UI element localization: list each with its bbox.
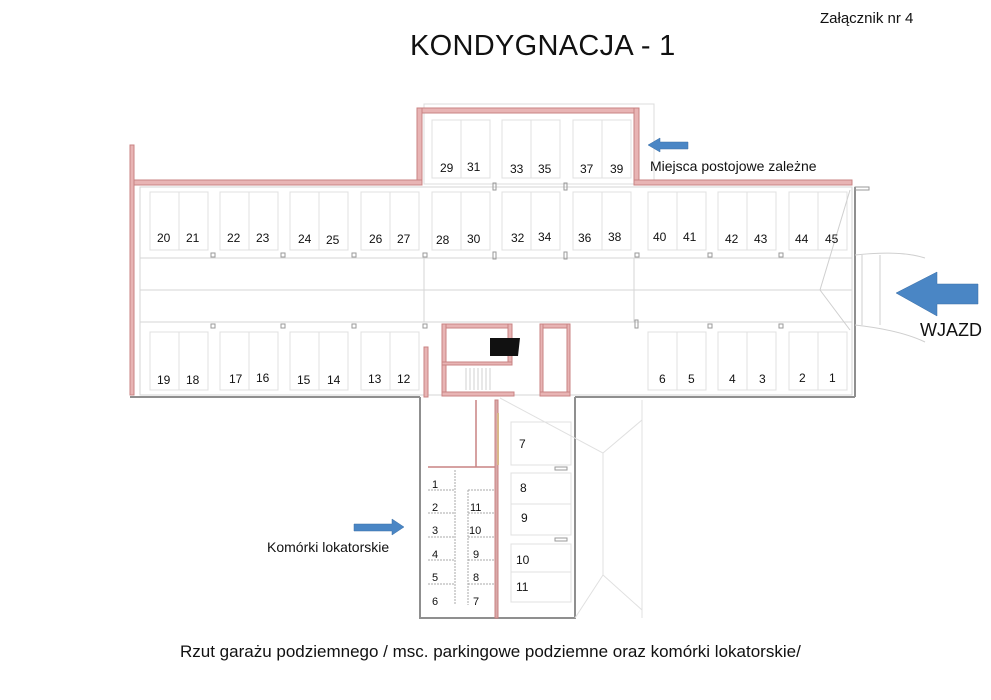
svg-text:33: 33 <box>510 162 524 176</box>
svg-text:45: 45 <box>825 232 839 246</box>
svg-text:38: 38 <box>608 230 622 244</box>
svg-text:5: 5 <box>688 372 695 386</box>
svg-text:27: 27 <box>397 232 411 246</box>
svg-text:11: 11 <box>470 502 482 514</box>
svg-text:12: 12 <box>397 372 411 386</box>
svg-text:2: 2 <box>799 371 806 385</box>
svg-text:41: 41 <box>683 230 697 244</box>
svg-text:22: 22 <box>227 231 241 245</box>
svg-text:15: 15 <box>297 373 311 387</box>
svg-text:39: 39 <box>610 162 624 176</box>
svg-text:11: 11 <box>516 580 529 594</box>
svg-text:6: 6 <box>432 596 439 608</box>
svg-text:1: 1 <box>432 479 439 491</box>
parking-upper-row <box>157 230 839 247</box>
svg-text:28: 28 <box>436 233 450 247</box>
svg-text:25: 25 <box>326 233 340 247</box>
svg-text:3: 3 <box>759 372 766 386</box>
storage-right-column <box>469 502 481 608</box>
svg-text:17: 17 <box>229 372 243 386</box>
svg-text:3: 3 <box>432 525 439 537</box>
entrance-label: WJAZD <box>920 320 982 340</box>
svg-text:40: 40 <box>653 230 667 244</box>
svg-text:16: 16 <box>256 371 270 385</box>
svg-text:13: 13 <box>368 372 382 386</box>
svg-text:4: 4 <box>432 549 439 561</box>
svg-text:5: 5 <box>432 572 439 584</box>
annex-label: Załącznik nr 4 <box>820 10 914 27</box>
svg-text:29: 29 <box>440 161 454 175</box>
svg-text:10: 10 <box>469 525 482 537</box>
svg-text:6: 6 <box>659 372 666 386</box>
svg-text:44: 44 <box>795 232 809 246</box>
svg-text:19: 19 <box>157 373 171 387</box>
arrow-storage-icon <box>354 519 404 535</box>
svg-text:2: 2 <box>432 502 439 514</box>
dependent-spots-label: Miejsca postojowe zależne <box>650 158 817 174</box>
svg-text:18: 18 <box>186 373 200 387</box>
svg-text:26: 26 <box>369 232 383 246</box>
svg-text:14: 14 <box>327 373 341 387</box>
svg-text:30: 30 <box>467 232 481 246</box>
svg-text:21: 21 <box>186 231 200 245</box>
svg-text:31: 31 <box>467 160 481 174</box>
svg-text:8: 8 <box>473 572 480 584</box>
svg-text:7: 7 <box>519 437 526 451</box>
plan-caption: Rzut garażu podziemnego / msc. parkingowe podziemne oraz komórki lokatorskie/ <box>180 642 801 661</box>
svg-text:35: 35 <box>538 162 552 176</box>
svg-text:4: 4 <box>729 372 736 386</box>
svg-text:32: 32 <box>511 231 525 245</box>
parking-south-wing <box>516 437 530 594</box>
arrow-entrance-icon <box>896 272 978 316</box>
svg-text:37: 37 <box>580 162 594 176</box>
svg-text:36: 36 <box>578 231 592 245</box>
svg-text:7: 7 <box>473 596 480 608</box>
svg-text:8: 8 <box>520 481 527 495</box>
svg-text:9: 9 <box>521 511 528 525</box>
storage-rooms-label: Komórki lokatorskie <box>267 539 390 555</box>
svg-text:23: 23 <box>256 231 270 245</box>
parking-lower-row-left <box>157 371 411 387</box>
storage-left-column <box>432 479 438 608</box>
svg-text:34: 34 <box>538 230 552 244</box>
svg-text:1: 1 <box>829 371 836 385</box>
svg-text:24: 24 <box>298 232 312 246</box>
page-title: KONDYGNACJA - 1 <box>410 30 676 62</box>
svg-text:42: 42 <box>725 232 739 246</box>
svg-text:20: 20 <box>157 231 171 245</box>
svg-text:43: 43 <box>754 232 768 246</box>
svg-text:10: 10 <box>516 553 530 567</box>
parking-top-wing <box>440 160 624 176</box>
svg-text:9: 9 <box>473 549 480 561</box>
